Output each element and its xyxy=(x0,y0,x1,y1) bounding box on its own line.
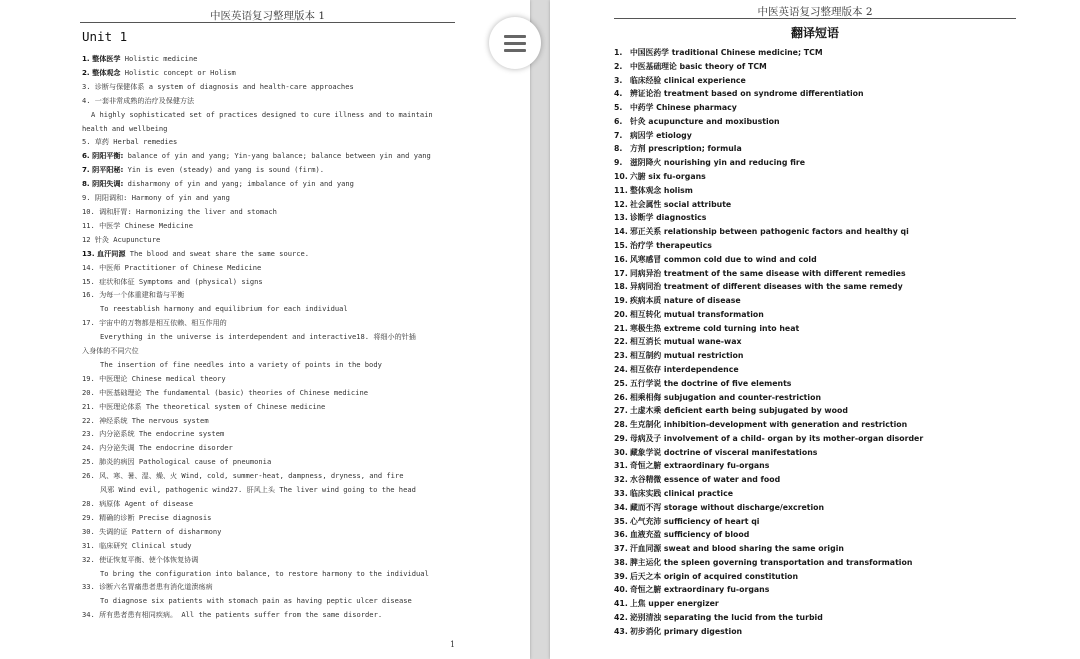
term-text: 入身体的不同穴位 xyxy=(82,346,139,356)
item-number: 1. xyxy=(614,48,623,57)
list-item xyxy=(82,525,462,539)
list-item xyxy=(82,553,462,567)
term-bold: 13. 血汗同源 xyxy=(82,248,126,258)
list-item xyxy=(82,80,462,94)
phrase-text: 血液充盈 sufficiency of blood xyxy=(630,530,750,540)
item-number: 36. xyxy=(614,530,628,540)
phrase-text: 五行学说 the doctrine of five elements xyxy=(630,378,792,388)
item-number: 35. xyxy=(614,516,628,526)
list-item xyxy=(82,163,462,177)
item-number: 28. xyxy=(614,420,628,430)
list-item xyxy=(82,539,462,553)
phrase-text: 异病同治 treatment of different diseases with the same remedy xyxy=(630,282,903,292)
term-text: Holistic medicine xyxy=(120,54,198,63)
item-number: 43. xyxy=(614,626,628,636)
phrase-text: 相互转化 mutual transformation xyxy=(630,309,764,319)
item-number: 8. xyxy=(614,144,623,154)
list-item xyxy=(614,570,1044,584)
item-number: 31. xyxy=(614,461,628,471)
list-item xyxy=(614,156,1044,170)
list-item xyxy=(614,253,1044,267)
phrase-text: 社会属性 social attribute xyxy=(630,199,732,209)
list-item xyxy=(82,441,462,455)
term-text: 23. 内分泌系统 The endocrine system xyxy=(82,429,225,439)
term-text: 19. 中医理论 Chinese medical theory xyxy=(82,373,226,383)
term-text: 22. 神经系统 The nervous system xyxy=(82,415,209,425)
phrase-text: 脾主运化 the spleen governing transportation and transformation xyxy=(630,557,913,567)
list-item xyxy=(614,515,1044,529)
menu-icon-bar xyxy=(504,35,526,38)
term-text: To bring the configuration into balance, to restore harmony to the individual xyxy=(100,568,429,578)
phrase-text: 奇恒之腑 extraordinary fu-organs xyxy=(630,585,770,595)
term-bold: 6. 阴阳平衡: xyxy=(82,151,124,161)
item-number: 27. xyxy=(614,406,628,416)
list-item xyxy=(614,349,1044,363)
list-item xyxy=(614,487,1044,501)
term-text: 29. 精确的诊断 Precise diagnosis xyxy=(82,512,212,522)
item-number: 11. xyxy=(614,185,628,195)
term-text: 30. 失调的证 Pattern of disharmony xyxy=(82,526,222,536)
phrase-text: 中医基础理论 basic theory of TCM xyxy=(630,61,767,71)
list-item xyxy=(614,625,1044,639)
list-item xyxy=(82,191,462,205)
list-item xyxy=(614,239,1044,253)
phrase-text: 病因学 etiology xyxy=(630,130,692,140)
unit-title: Unit 1 xyxy=(82,29,128,44)
list-item xyxy=(614,556,1044,570)
list-item xyxy=(614,501,1044,515)
term-text: 17. 宇宙中的万物都是相互依赖、相互作用的 xyxy=(82,318,227,328)
item-number: 19. xyxy=(614,296,628,306)
item-number: 34. xyxy=(614,502,628,512)
term-text: 11. 中医学 Chinese Medicine xyxy=(82,220,193,230)
list-item xyxy=(82,344,462,358)
term-text: 26. 风、寒、暑、湿、燥、火 Wind, cold, summer-heat, dampness, dryness, and fire xyxy=(82,471,404,481)
menu-icon-bar xyxy=(504,49,526,52)
item-number: 17. xyxy=(614,268,628,278)
list-item xyxy=(82,288,462,302)
term-text: To diagnose six patients with stomach pain as having peptic ulcer disease xyxy=(100,596,412,606)
phrase-text: 辨证论治 treatment based on syndrome differentiation xyxy=(630,89,864,99)
list-item xyxy=(614,597,1044,611)
list-item xyxy=(82,414,462,428)
item-number: 6. xyxy=(614,116,623,126)
list-item xyxy=(614,129,1044,143)
phrase-text: 滋阴降火 nourishing yin and reducing fire xyxy=(630,158,806,168)
term-text: 24. 内分泌失调 The endocrine disorder xyxy=(82,443,233,453)
list-item xyxy=(614,46,1044,60)
phrase-text: 临床实践 clinical practice xyxy=(630,489,733,498)
menu-button[interactable] xyxy=(489,17,541,69)
term-text: A highly sophisticated set of practices designed to cure illness and to maintain xyxy=(91,109,433,119)
phrase-text: 泌别清浊 separating the lucid from the turbid xyxy=(630,613,823,623)
item-number: 41. xyxy=(614,599,628,609)
list-item xyxy=(614,611,1044,625)
list-item xyxy=(614,432,1044,446)
item-number: 21. xyxy=(614,323,628,333)
term-text: 20. 中医基础理论 The fundamental (basic) theories of Chinese medicine xyxy=(82,387,368,397)
item-number: 2. xyxy=(614,61,623,71)
phrase-text: 藏象学说 doctrine of visceral manifestations xyxy=(630,447,818,457)
list-item xyxy=(614,404,1044,418)
item-number: 9. xyxy=(614,158,623,168)
term-text: disharmony of yin and yang; imbalance of yin and yang xyxy=(123,179,354,189)
list-item xyxy=(82,52,462,66)
item-number: 32. xyxy=(614,475,628,485)
page-header: 中医英语复习整理版本 2 xyxy=(757,6,873,18)
phrase-text: 临床经验 clinical experience xyxy=(630,75,746,85)
list-item xyxy=(82,108,462,122)
item-number: 24. xyxy=(614,364,628,374)
list-item xyxy=(82,219,462,233)
phrase-text: 中药学 Chinese pharmacy xyxy=(630,103,737,113)
menu-icon-bar xyxy=(504,42,526,45)
item-number: 26. xyxy=(614,392,628,402)
list-item xyxy=(614,473,1044,487)
item-number: 5. xyxy=(614,103,623,113)
list-item xyxy=(82,567,462,581)
list-item xyxy=(614,418,1044,432)
item-number: 10. xyxy=(614,172,628,182)
phrase-text: 生克制化 inhibition-development with generation and restriction xyxy=(630,420,908,430)
phrase-list xyxy=(614,46,1044,639)
phrase-text: 寒极生热 extreme cold turning into heat xyxy=(630,323,800,333)
list-item xyxy=(614,583,1044,597)
list-item xyxy=(82,149,462,163)
list-item xyxy=(82,372,462,386)
term-text: 15. 症状和体征 Symptoms and (physical) signs xyxy=(82,276,263,286)
item-number: 42. xyxy=(614,613,628,623)
term-bold: 7. 阴平阳秘: xyxy=(82,165,124,175)
list-item xyxy=(82,455,462,469)
list-item xyxy=(82,497,462,511)
list-item xyxy=(82,177,462,191)
list-item xyxy=(614,363,1044,377)
phrase-text: 整体观念 holism xyxy=(630,185,693,195)
term-text: 34. 所有患者患有相同疾病。 All the patients suffer from the same disorder. xyxy=(82,610,383,620)
item-number: 25. xyxy=(614,378,628,388)
phrase-text: 后天之本 origin of acquired constitution xyxy=(630,571,799,581)
list-item xyxy=(82,122,462,136)
item-number: 20. xyxy=(614,309,628,319)
phrase-text: 方剂 prescription; formula xyxy=(630,144,742,154)
list-item xyxy=(82,247,462,261)
list-item xyxy=(82,427,462,441)
list-item xyxy=(82,205,462,219)
phrase-text: 邪正关系 relationship between pathogenic factors and healthy qi xyxy=(630,227,909,237)
phrase-text: 汗血同源 sweat and blood sharing the same origin xyxy=(630,544,844,554)
phrase-text: 心气充沛 sufficiency of heart qi xyxy=(630,516,760,526)
phrase-text: 藏而不泻 storage without discharge/excretion xyxy=(630,502,825,512)
list-item xyxy=(82,94,462,108)
list-item xyxy=(82,275,462,289)
list-item xyxy=(82,400,462,414)
list-item xyxy=(82,580,462,594)
term-bold: 8. 阴阳失调: xyxy=(82,179,124,189)
list-item xyxy=(82,261,462,275)
term-text: health and wellbeing xyxy=(82,123,168,133)
list-item xyxy=(614,198,1044,212)
list-item xyxy=(614,280,1044,294)
phrase-text: 诊断学 diagnostics xyxy=(630,213,707,223)
item-number: 29. xyxy=(614,433,628,443)
term-text: 31. 临床研究 Clinical study xyxy=(82,540,192,550)
item-number: 39. xyxy=(614,571,628,581)
item-number: 33. xyxy=(614,489,628,498)
phrase-text: 中国医药学 traditional Chinese medicine; TCM xyxy=(630,48,823,57)
item-number: 15. xyxy=(614,240,628,250)
phrase-text: 风寒感冒 common cold due to wind and cold xyxy=(630,254,817,264)
term-text: The insertion of fine needles into a variety of points in the body xyxy=(100,359,382,369)
term-text: 33. 诊断六名胃痛患者患有消化道溃疡病 xyxy=(82,582,213,592)
phrase-text: 疾病本质 nature of disease xyxy=(630,296,741,306)
term-text: The blood and sweat share the same source. xyxy=(125,248,310,258)
header-rule xyxy=(80,22,455,23)
item-number: 3. xyxy=(614,75,623,85)
phrase-text: 初步消化 primary digestion xyxy=(630,626,743,636)
term-text: 10. 调和肝胃: Harmonizing the liver and stomach xyxy=(82,206,277,216)
phrase-text: 奇恒之腑 extraordinary fu-organs xyxy=(630,461,770,471)
term-text: 28. 病原体 Agent of disease xyxy=(82,499,193,508)
phrase-text: 母病及子 involvement of a child- organ by its mother-organ disorder xyxy=(630,433,924,443)
term-text: 25. 肺炎的病因 Pathological cause of pneumonia xyxy=(82,457,272,467)
phrase-text: 六腑 six fu-organs xyxy=(630,172,706,182)
list-item xyxy=(614,377,1044,391)
section-title: 翻译短语 xyxy=(790,26,839,40)
item-number: 12. xyxy=(614,199,628,209)
list-item xyxy=(82,469,462,483)
list-item xyxy=(82,594,462,608)
item-number: 13. xyxy=(614,213,628,223)
list-item xyxy=(614,101,1044,115)
term-text: 风邪 Wind evil, pathogenic wind27. 肝风上头 The liver wind going to the head xyxy=(100,485,416,495)
page-header: 中医英语复习整理版本 1 xyxy=(209,10,326,22)
term-text: 9. 阴阳调和: Harmony of yin and yang xyxy=(82,193,230,203)
item-number: 22. xyxy=(614,337,628,347)
list-item xyxy=(82,330,462,344)
phrase-text: 土虚木乘 deficient earth being subjugated by wood xyxy=(630,406,848,416)
list-item xyxy=(614,170,1044,184)
item-number: 18. xyxy=(614,282,628,292)
document-page-2 xyxy=(550,0,1080,659)
list-item xyxy=(614,459,1044,473)
term-text: 16. 为每一个体重建和谐与平衡 xyxy=(82,290,185,300)
term-text: To reestablish harmony and equilibrium for each individual xyxy=(100,304,348,314)
phrase-text: 相互消长 mutual wane-wax xyxy=(630,337,742,347)
page-number: 1 xyxy=(450,640,456,649)
item-number: 38. xyxy=(614,557,628,567)
header-rule xyxy=(614,18,1016,19)
phrase-text: 针灸 acupuncture and moxibustion xyxy=(630,116,780,126)
term-text: 5. 草药 Herbal remedies xyxy=(82,137,178,147)
list-item xyxy=(614,87,1044,101)
list-item xyxy=(614,335,1044,349)
list-item xyxy=(82,511,462,525)
list-item xyxy=(82,316,462,330)
list-item xyxy=(614,60,1044,74)
list-item xyxy=(82,233,462,247)
list-item xyxy=(82,386,462,400)
item-number: 16. xyxy=(614,254,628,264)
list-item xyxy=(614,528,1044,542)
phrase-text: 水谷精微 essence of water and food xyxy=(630,475,781,485)
term-text: balance of yin and yang; Yin-yang balance; balance between yin and yang xyxy=(123,151,431,161)
list-item xyxy=(82,135,462,149)
term-text: 4. 一套非常成熟的治疗及保健方法 xyxy=(82,95,195,105)
term-text: Everything in the universe is interdependent and interactive18. 将细小的针插 xyxy=(100,332,416,342)
item-number: 4. xyxy=(614,89,623,99)
list-item xyxy=(614,142,1044,156)
list-item xyxy=(82,66,462,80)
phrase-text: 相互依存 interdependence xyxy=(630,364,739,374)
item-number: 7. xyxy=(614,130,623,140)
phrase-text: 上焦 upper energizer xyxy=(630,599,719,609)
list-item xyxy=(82,483,462,497)
list-item xyxy=(614,211,1044,225)
list-item xyxy=(82,608,462,622)
term-text: 3. 诊断与保健体系 a system of diagnosis and health-care approaches xyxy=(82,81,354,91)
list-item xyxy=(614,294,1044,308)
phrase-text: 治疗学 therapeutics xyxy=(630,240,712,250)
list-item xyxy=(614,322,1044,336)
list-item xyxy=(614,446,1044,460)
term-text: 32. 使证恢复平衡、使个体恢复协调 xyxy=(82,554,199,564)
term-text: Holistic concept or Holism xyxy=(120,67,236,77)
list-item xyxy=(614,542,1044,556)
term-text: Yin is even (steady) and yang is sound (firm). xyxy=(123,165,325,175)
phrase-text: 同病异治 treatment of the same disease with different remedies xyxy=(630,268,906,278)
list-item xyxy=(614,184,1044,198)
item-number: 14. xyxy=(614,227,628,237)
list-item xyxy=(82,358,462,372)
list-item xyxy=(614,267,1044,281)
document-page-1 xyxy=(0,0,530,659)
list-item xyxy=(614,74,1044,88)
list-item xyxy=(614,115,1044,129)
term-bold: 1. 整体医学 xyxy=(82,54,121,63)
vocabulary-list xyxy=(82,52,462,622)
list-item xyxy=(614,391,1044,405)
phrase-text: 相互制约 mutual restriction xyxy=(630,351,744,361)
item-number: 40. xyxy=(614,585,628,595)
item-number: 30. xyxy=(614,447,628,457)
phrase-text: 相乘相侮 subjugation and counter-restriction xyxy=(630,392,821,402)
term-text: 12 针灸 Acupuncture xyxy=(82,234,161,244)
list-item xyxy=(614,308,1044,322)
item-number: 23. xyxy=(614,351,628,361)
term-text: 14. 中医师 Practitioner of Chinese Medicine xyxy=(82,262,262,272)
item-number: 37. xyxy=(614,544,628,554)
list-item xyxy=(82,302,462,316)
list-item xyxy=(614,225,1044,239)
term-text: 21. 中医理论体系 The theoretical system of Chinese medicine xyxy=(82,401,326,411)
term-bold: 2. 整体观念 xyxy=(82,67,121,77)
